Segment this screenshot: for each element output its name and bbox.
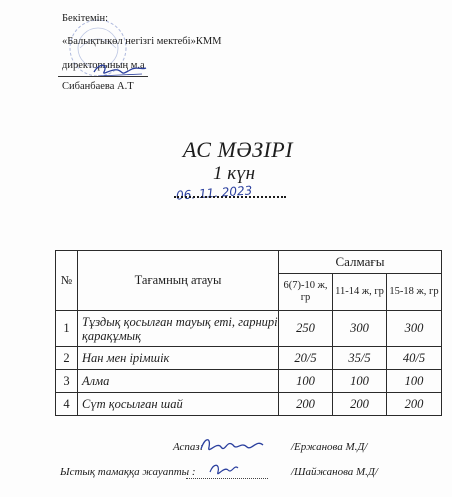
menu-table <box>55 250 442 416</box>
row-number: 2 <box>56 347 78 370</box>
dish-name: Сүт қосылған шай <box>78 393 279 416</box>
weight-value: 250 <box>279 311 333 347</box>
table-row <box>56 347 442 370</box>
date-dotted-line <box>174 196 286 198</box>
weight-value: 200 <box>333 393 387 416</box>
row-number: 1 <box>56 311 78 347</box>
dish-name: Нан мен ірімшік <box>78 347 279 370</box>
director-label: директорының м.а <box>62 60 145 71</box>
weight-value: 100 <box>279 370 333 393</box>
director-name: Сибанбаева А.Т <box>62 81 134 92</box>
header-age-group-2: 11-14 ж, гр <box>333 274 387 311</box>
weight-value: 200 <box>387 393 442 416</box>
weight-value: 200 <box>279 393 333 416</box>
weight-value: 40/5 <box>387 347 442 370</box>
responsible-signature <box>206 458 242 480</box>
table-row <box>56 393 442 416</box>
weight-value: 100 <box>387 370 442 393</box>
table-row <box>56 370 442 393</box>
header-dish-name: Тағамның атауы <box>78 251 279 311</box>
menu-title: АС МӘЗІРІ <box>182 137 294 162</box>
header-age-group-3: 15-18 ж, гр <box>387 274 442 311</box>
handwritten-date: 06. 11. 2023 <box>175 183 253 203</box>
dish-name: Тұздық қосылған тауық еті, гарнирі қарақұмық <box>78 311 279 347</box>
director-signature-line <box>58 76 148 77</box>
row-number: 3 <box>56 370 78 393</box>
row-number: 4 <box>56 393 78 416</box>
dish-name: Алма <box>78 370 279 393</box>
weight-value: 100 <box>333 370 387 393</box>
approved-label: Бекітемін: <box>62 13 109 24</box>
header-weight: Салмағы <box>279 251 442 274</box>
table-row <box>56 311 442 347</box>
header-number: № <box>56 251 78 311</box>
weight-value: 300 <box>333 311 387 347</box>
responsible-name: /Шайжанова М.Д/ <box>291 466 378 478</box>
weight-value: 300 <box>387 311 442 347</box>
school-name: «Балықтыкөл негізгі мектебі»КММ <box>62 36 222 47</box>
menu-day: 1 күн <box>212 163 256 184</box>
weight-value: 20/5 <box>279 347 333 370</box>
responsible-label: Ыстық тамаққа жауапты : <box>60 466 196 478</box>
header-age-group-1: 6(7)-10 ж, гр <box>279 274 333 311</box>
cook-label: Аспаз: <box>173 441 204 453</box>
cook-name: /Ержанова М.Д/ <box>291 441 368 453</box>
cook-signature <box>197 433 269 459</box>
weight-value: 35/5 <box>333 347 387 370</box>
